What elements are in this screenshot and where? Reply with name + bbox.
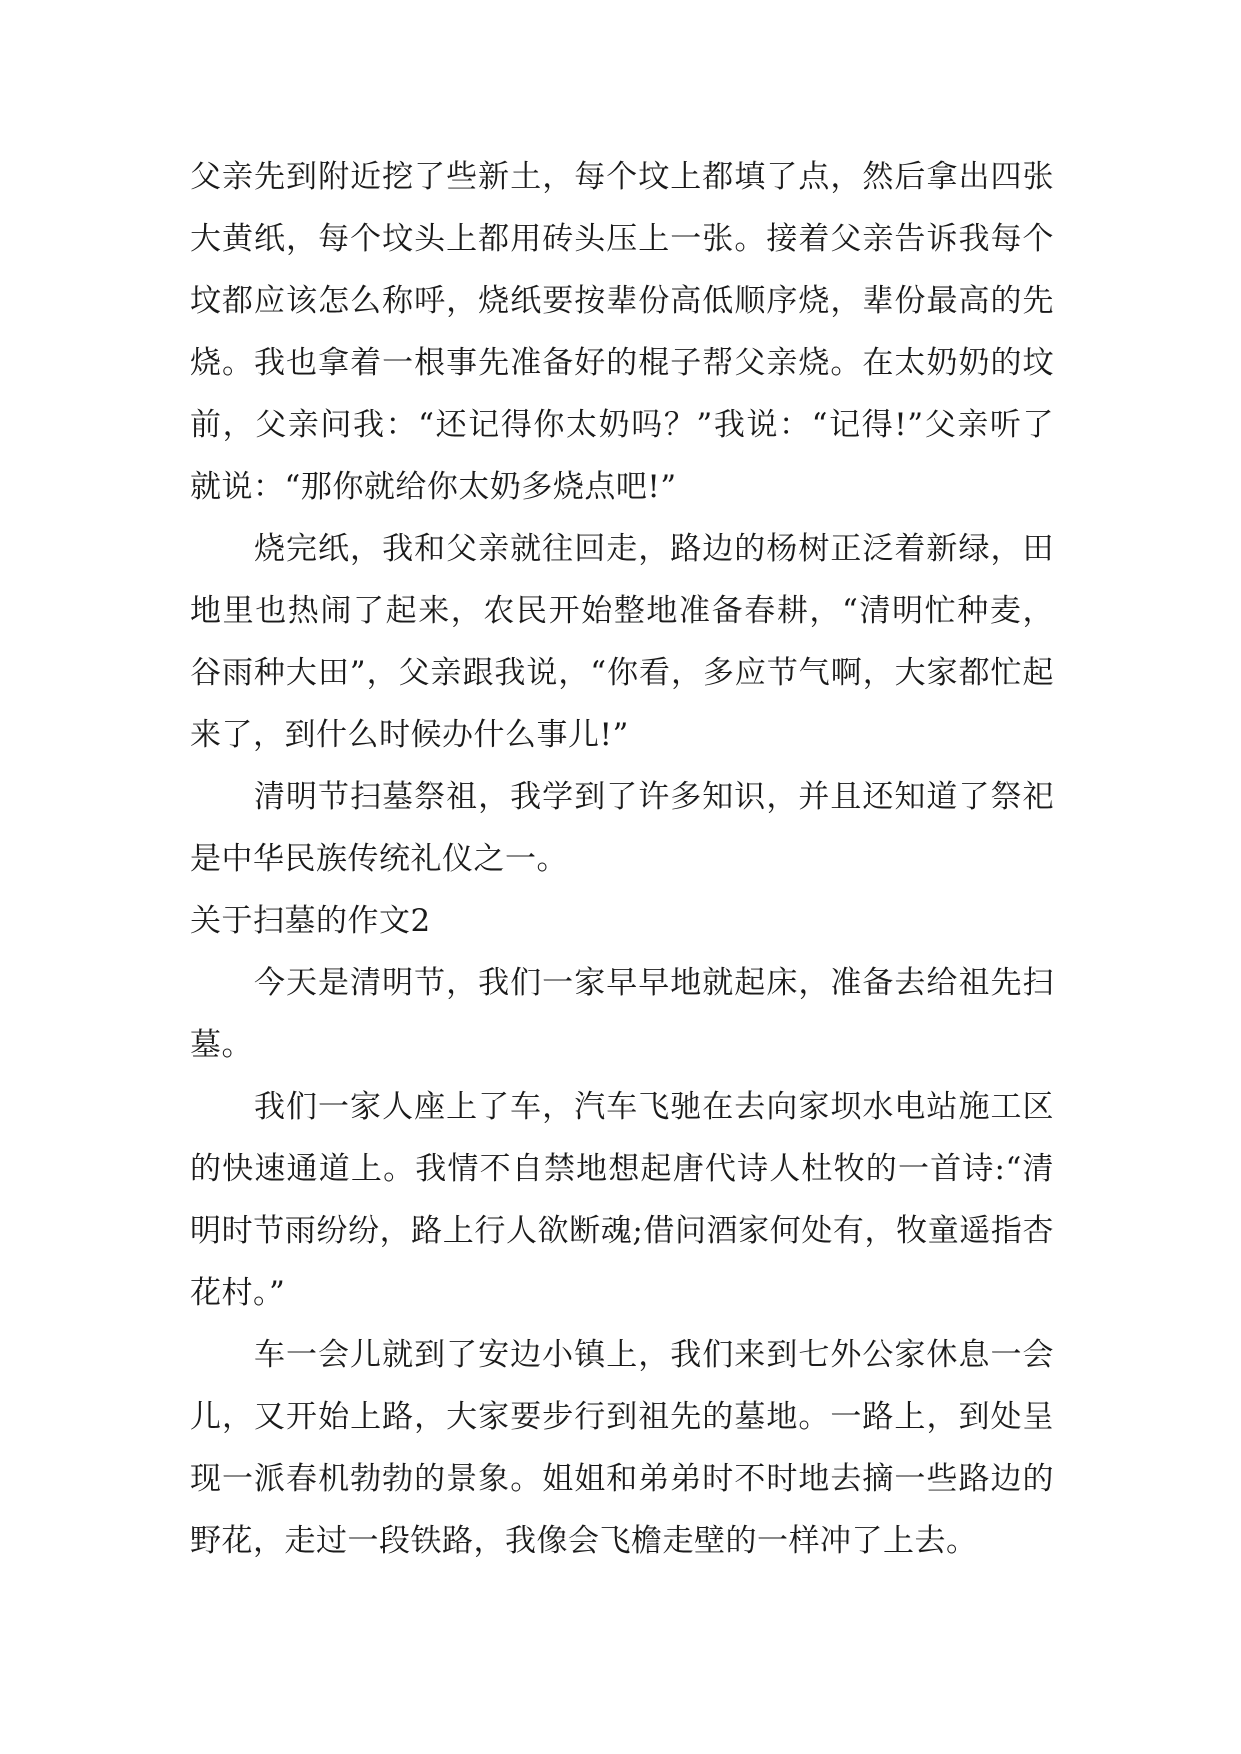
section-title: 关于扫墓的作文2 [190,903,431,939]
document-body [190,146,1054,1572]
paragraph-1: 父亲先到附近挖了些新土，每个坟上都填了点，然后拿出四张大黄纸，每个坟头上都用砖头压上一张。接着父亲告诉我每个坟都应该怎么称呼，烧纸要按辈份高低顺序烧，辈份最高的先烧。我也拿着一根事先准备好的棍子帮父亲烧。在太奶奶的坟前，父亲问我：“还记得你太奶吗？”我说：“记得!”父亲听了就说：“那你就给你太奶多烧点吧!” [190,159,1054,505]
section-paragraph-1: 今天是清明节，我们一家早早地就起床，准备去给祖先扫墓。 [190,965,1054,1063]
paragraph-2: 烧完纸，我和父亲就往回走，路边的杨树正泛着新绿，田地里也热闹了起来，农民开始整地准备春耕，“清明忙种麦，谷雨种大田”，父亲跟我说，“你看，多应节气啊，大家都忙起来了，到什么时候办什么事儿!” [190,531,1054,753]
paragraph-3: 清明节扫墓祭祖，我学到了许多知识，并且还知道了祭祀是中华民族传统礼仪之一。 [190,779,1054,877]
section-paragraph-2: 我们一家人座上了车，汽车飞驰在去向家坝水电站施工区的快速通道上。我情不自禁地想起唐代诗人杜牧的一首诗:“清明时节雨纷纷，路上行人欲断魂;借问酒家何处有，牧童遥指杏花村。” [190,1089,1054,1311]
section-paragraph-3: 车一会儿就到了安边小镇上，我们来到七外公家休息一会儿，又开始上路，大家要步行到祖先的墓地。一路上，到处呈现一派春机勃勃的景象。姐姐和弟弟时不时地去摘一些路边的野花，走过一段铁路，我像会飞檐走壁的一样冲了上去。 [190,1337,1054,1559]
